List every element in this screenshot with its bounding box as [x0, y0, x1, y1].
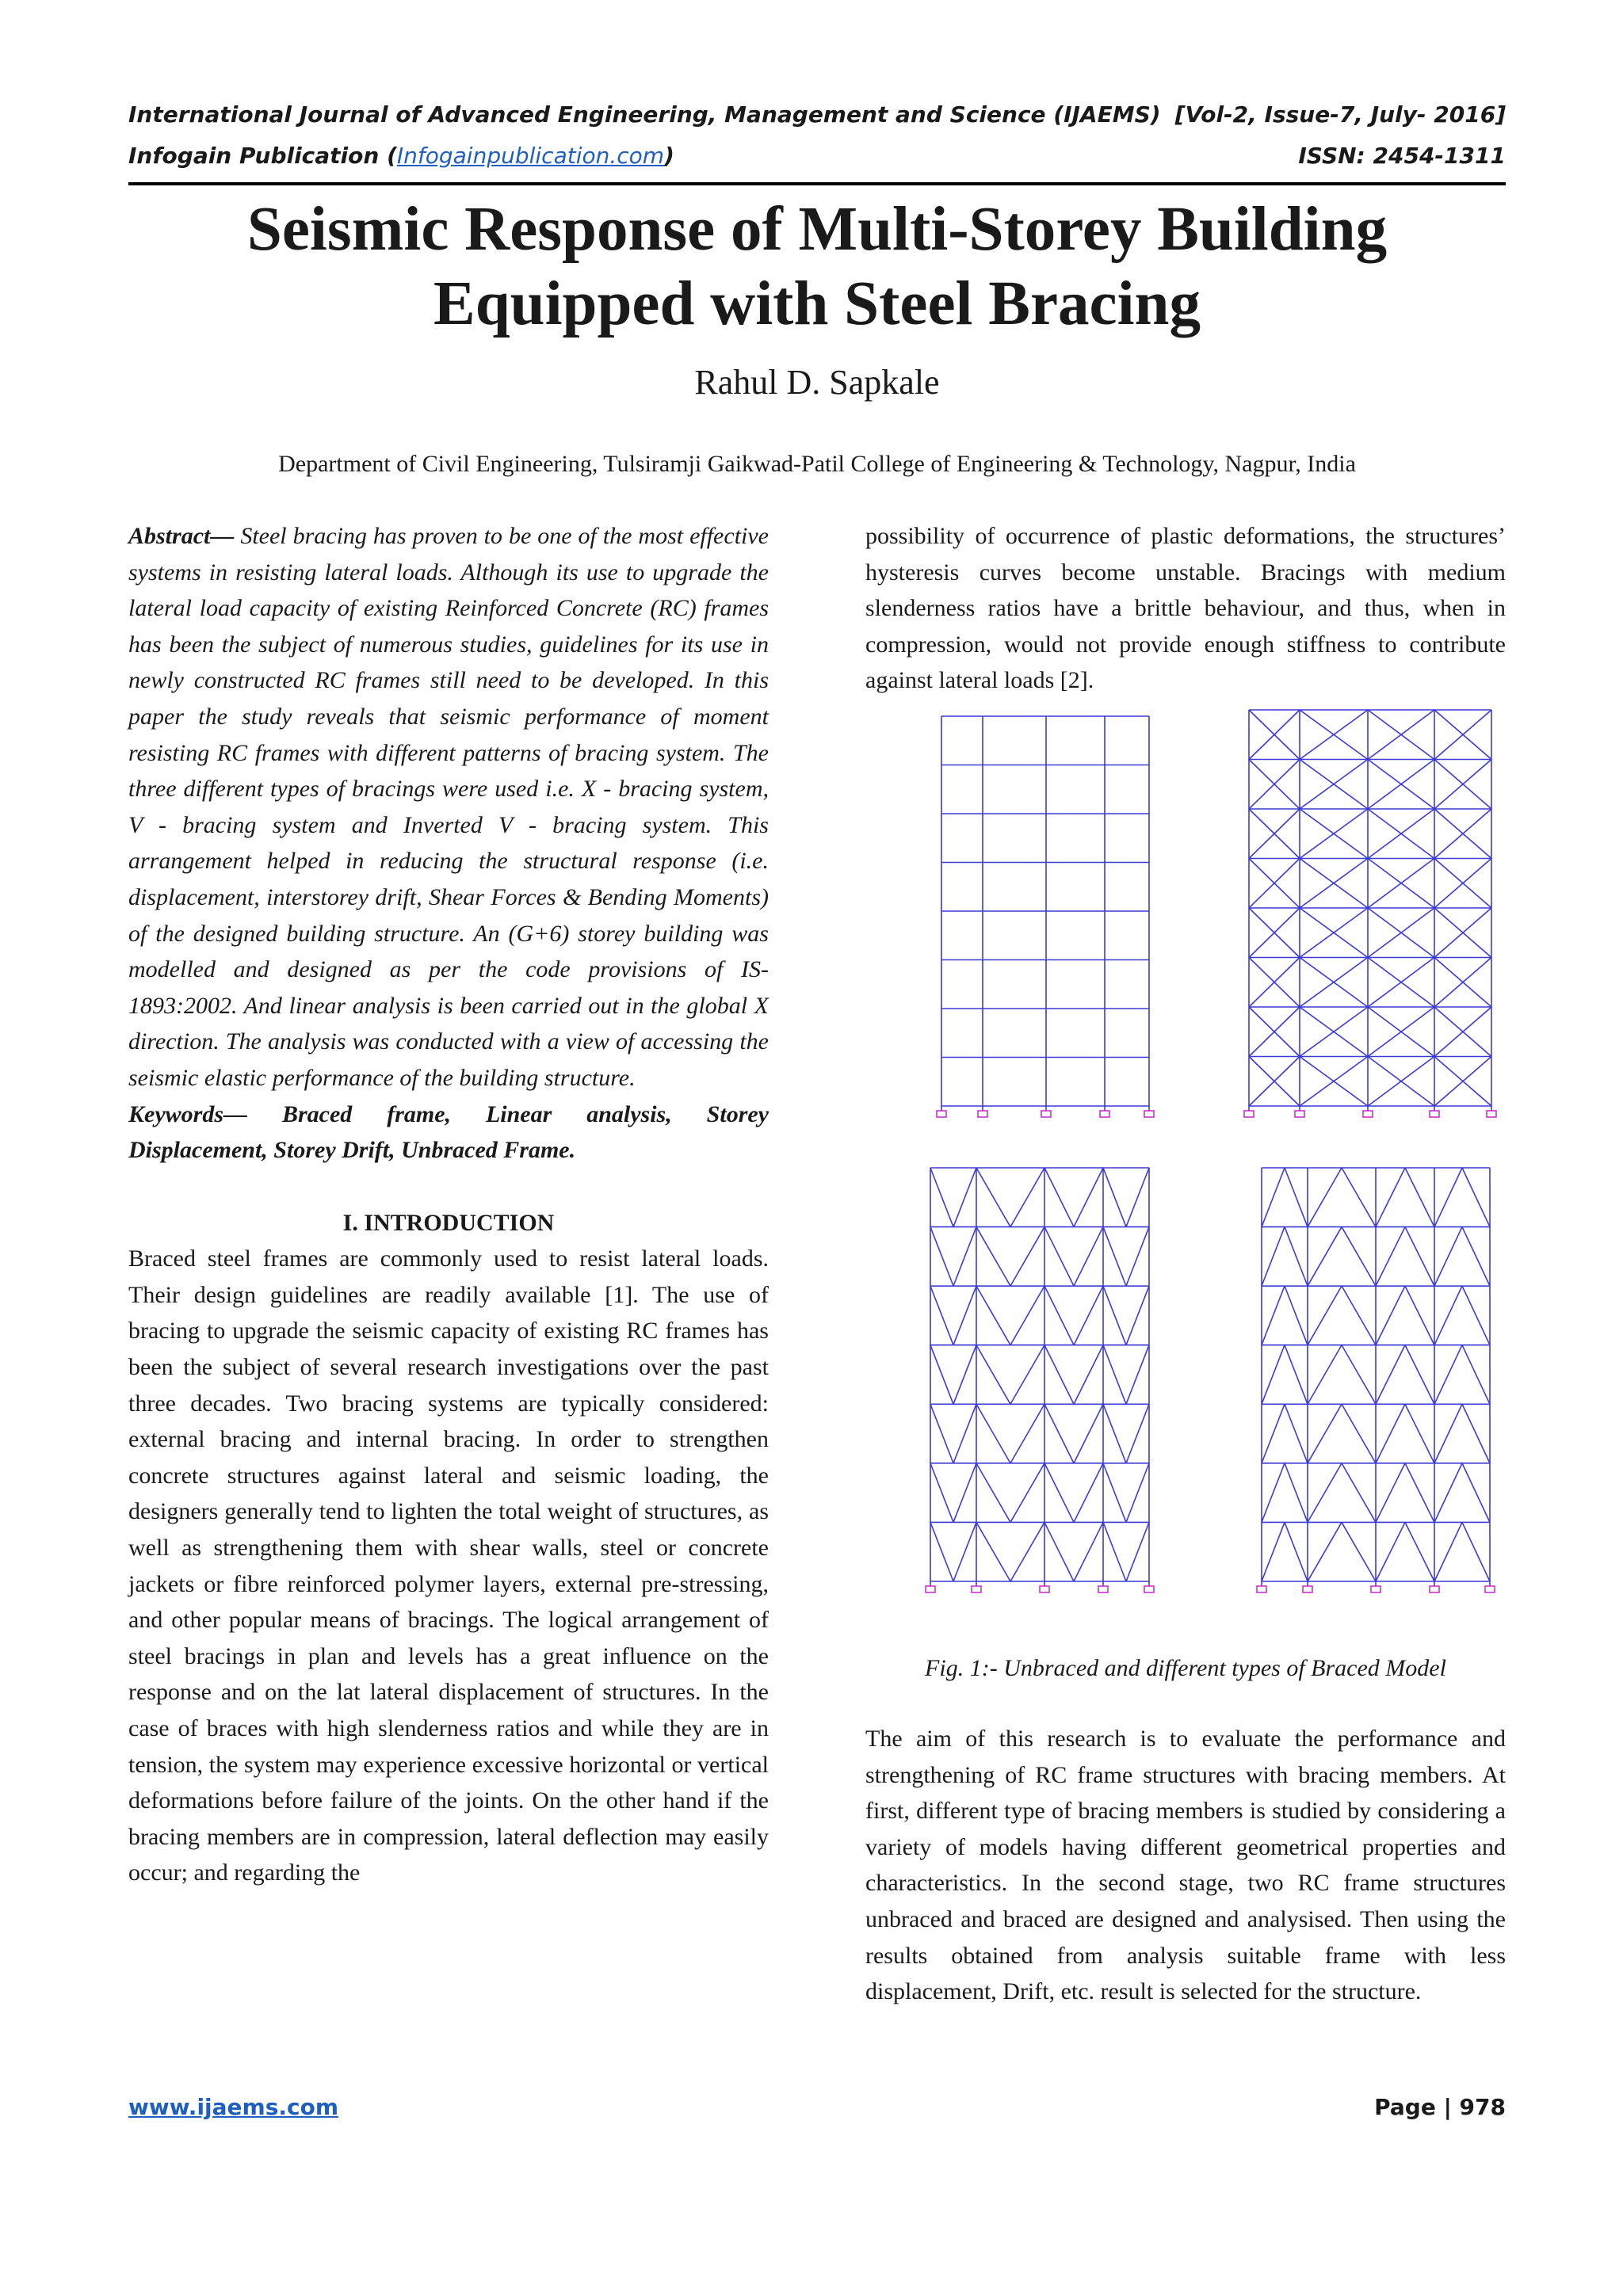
brace-line [1010, 1404, 1044, 1463]
brace-line [1010, 1286, 1044, 1345]
brace-line [1103, 1522, 1126, 1581]
brace-line [930, 1168, 953, 1227]
brace-line [1342, 1286, 1376, 1345]
aim-paragraph: The aim of this research is to evaluate the performance and strengthening of RC frame structures with bracing members. At first, different type of bracing members is studied by considering a variety of models having different geometrical properties and characteristics. In the second stage, two RC frame structures unbraced and braced are designed and analysised. Then using the results obtained from analysis suitable frame with less displacement, Drift, etc. result is selected for the structure. [865, 1726, 1506, 2005]
brace-line [1376, 1286, 1405, 1345]
support-icon [926, 1586, 935, 1592]
support-icon [937, 1111, 946, 1117]
brace-line [1126, 1168, 1149, 1227]
brace-line [1342, 1463, 1376, 1523]
support-icon [1371, 1586, 1381, 1592]
brace-line [1405, 1522, 1434, 1581]
brace-line [1044, 1345, 1074, 1405]
journal-name: International Journal of Advanced Engineering, Management and Science (IJAEMS) [128, 101, 1161, 128]
brace-line [1462, 1345, 1490, 1405]
brace-line [1044, 1168, 1074, 1227]
brace-line [1434, 1404, 1462, 1463]
unbraced-frame [937, 716, 1154, 1117]
figure-caption: Fig. 1:- Unbraced and different types of Braced Model [925, 1655, 1446, 1681]
intro-paragraph: Braced steel frames are commonly used to resist lateral loads. Their design guidelines are readily available [1]. The use of bracing to upgrade the seismic capacity of existing RC frames has been the subject of several research investigations over the past three decades. Two bracing systems are typically considered: external bracing and internal bracing. In order to strengthen concrete structures against lateral and seismic loading, the designers generally tend to lighten the total weight of structures, as well as strengthening them with shear walls, steel or concrete jackets or fibre reinforced polymer layers, external pre-stressing, and other popular means of bracings. The logical arrangement of steel bracings in plan and levels has a great influence on the response and on the lat lateral displacement of structures. In the case of braces with high slenderness ratios and while they are in tension, the system may experience excessive horizontal or vertical deformations before failure of the joints. On the other hand if the bracing members are in compression, lateral deflection may easily occur; and regarding the [128, 1245, 769, 1886]
brace-line [1126, 1286, 1149, 1345]
brace-line [1285, 1227, 1308, 1287]
brace-line [1074, 1522, 1103, 1581]
brace-line [930, 1227, 953, 1287]
publisher-link[interactable]: Infogainpublication.com [396, 143, 665, 169]
brace-line [1103, 1168, 1126, 1227]
brace-line [1434, 1345, 1462, 1405]
brace-line [976, 1404, 1010, 1463]
brace-line [1103, 1463, 1126, 1523]
brace-line [930, 1345, 953, 1405]
brace-line [930, 1286, 953, 1345]
publisher-header [128, 141, 1506, 171]
brace-line [1262, 1286, 1285, 1345]
brace-line [1462, 1227, 1490, 1287]
brace-line [1285, 1286, 1308, 1345]
brace-line [1262, 1463, 1285, 1523]
brace-line [1462, 1463, 1490, 1523]
website-link[interactable]: www.ijaems.com [128, 2094, 339, 2120]
brace-line [1010, 1522, 1044, 1581]
brace-line [1434, 1227, 1462, 1287]
brace-line [1308, 1286, 1342, 1345]
brace-line [976, 1227, 1010, 1287]
brace-line [1262, 1227, 1285, 1287]
brace-line [1103, 1286, 1126, 1345]
brace-line [1308, 1168, 1342, 1227]
issn: ISSN: 2454-1311 [1298, 143, 1506, 169]
brace-line [1044, 1463, 1074, 1523]
brace-line [1044, 1404, 1074, 1463]
brace-line [1074, 1463, 1103, 1523]
brace-line [1044, 1522, 1074, 1581]
keywords: Keywords— Braced frame, Linear analysis, Storey Displacement, Storey Drift, Unbraced Frame. [128, 1100, 769, 1164]
support-icon [1244, 1111, 1254, 1117]
journal-header [128, 100, 1506, 130]
brace-line [1308, 1463, 1342, 1523]
brace-line [1308, 1227, 1342, 1287]
support-icon [1430, 1586, 1439, 1592]
publisher-prefix: Infogain Publication ( [128, 143, 397, 169]
brace-line [1285, 1463, 1308, 1523]
volume-info: [Vol-2, Issue-7, July- 2016] [1174, 101, 1506, 128]
brace-line [953, 1522, 976, 1581]
brace-line [1405, 1286, 1434, 1345]
brace-line [1010, 1227, 1044, 1287]
brace-line [1285, 1168, 1308, 1227]
brace-line [1010, 1345, 1044, 1405]
brace-line [1285, 1345, 1308, 1405]
brace-line [1308, 1522, 1342, 1581]
brace-line [1010, 1463, 1044, 1523]
support-icon [1144, 1111, 1154, 1117]
brace-line [930, 1463, 953, 1523]
author: Rahul D. Sapkale [694, 363, 940, 402]
brace-line [1462, 1522, 1490, 1581]
brace-line [1103, 1345, 1126, 1405]
brace-line [1462, 1286, 1490, 1345]
support-icon [1098, 1586, 1108, 1592]
support-icon [1303, 1586, 1312, 1592]
affiliation: Department of Civil Engineering, Tulsiramji Gaikwad-Patil College of Engineering & Technology, Nagpur, India [278, 451, 1356, 477]
brace-line [1074, 1227, 1103, 1287]
abstract-label: Abstract— [128, 523, 235, 549]
footer-website [128, 2093, 338, 2122]
brace-line [1405, 1404, 1434, 1463]
brace-line [1044, 1286, 1074, 1345]
brace-line [930, 1522, 953, 1581]
brace-line [1342, 1404, 1376, 1463]
brace-line [976, 1286, 1010, 1345]
brace-line [1308, 1404, 1342, 1463]
support-icon [1257, 1586, 1266, 1592]
header-divider [128, 182, 1506, 185]
brace-line [1074, 1286, 1103, 1345]
support-icon [1100, 1111, 1109, 1117]
brace-line [1434, 1168, 1462, 1227]
support-icon [1430, 1111, 1439, 1117]
right-column-body [865, 1721, 1506, 2010]
continued-paragraph: possibility of occurrence of plastic deformations, the structures’ hysteresis curves become unstable. Bracings with medium slenderness ratios have a brittle behaviour, and thus, when in compression, would not provide enough stiffness to contribute against lateral loads [2]. [865, 523, 1506, 694]
brace-line [1462, 1404, 1490, 1463]
brace-line [976, 1463, 1010, 1523]
brace-line [953, 1463, 976, 1523]
brace-line [1376, 1345, 1405, 1405]
title-line-1: Seismic Response of Multi-Storey Building [246, 195, 1388, 264]
brace-line [1262, 1345, 1285, 1405]
page-number: Page | 978 [1374, 2094, 1506, 2120]
support-icon [1041, 1111, 1051, 1117]
brace-line [1342, 1227, 1376, 1287]
brace-line [1434, 1522, 1462, 1581]
right-column-top [865, 518, 1506, 699]
brace-line [976, 1522, 1010, 1581]
paper-title [128, 193, 1506, 341]
support-icon [972, 1586, 981, 1592]
abstract [128, 518, 769, 1097]
brace-line [1126, 1227, 1149, 1287]
brace-line [953, 1168, 976, 1227]
support-icon [1040, 1586, 1049, 1592]
inverted-v-braced-frame [1257, 1168, 1495, 1592]
title-line-2: Equipped with Steel Bracing [433, 269, 1201, 338]
brace-line [1074, 1345, 1103, 1405]
brace-line [1434, 1286, 1462, 1345]
left-column [128, 518, 769, 1891]
brace-line [1262, 1522, 1285, 1581]
brace-line [1434, 1463, 1462, 1523]
brace-line [1376, 1227, 1405, 1287]
brace-line [1262, 1168, 1285, 1227]
support-icon [1295, 1111, 1304, 1117]
brace-line [976, 1168, 1010, 1227]
brace-line [1103, 1227, 1126, 1287]
brace-line [1044, 1227, 1074, 1287]
brace-line [1126, 1404, 1149, 1463]
brace-line [1074, 1168, 1103, 1227]
support-icon [978, 1111, 987, 1117]
brace-line [1405, 1168, 1434, 1227]
brace-line [1342, 1345, 1376, 1405]
brace-line [1126, 1345, 1149, 1405]
brace-line [1342, 1168, 1376, 1227]
abstract-text: Steel bracing has proven to be one of the most effective systems in resisting lateral loads. Although its use to upgrade the lateral load capacity of existing Reinforced Concrete (RC) frames has been the subject of numerous studies, guidelines for its use in newly constructed RC frames still need to be developed. In this paper the study reveals that seismic performance of moment resisting RC frames with different patterns of bracing system. The three different types of bracings were used i.e. X - bracing system, V - bracing system and Inverted V - bracing system. This arrangement helped in reducing the structural response (i.e. displacement, interstorey drift, Shear Forces & Bending Moments) of the designed building structure. An (G+6) storey building was modelled and designed as per the code provisions of IS-1893:2002. And linear analysis is been carried out in the global X direction. The analysis was conducted with a view of accessing the seismic elastic performance of the building structure. [128, 523, 769, 1091]
brace-line [1103, 1404, 1126, 1463]
brace-line [1308, 1345, 1342, 1405]
brace-line [1405, 1463, 1434, 1523]
brace-line [1376, 1168, 1405, 1227]
brace-line [1285, 1522, 1308, 1581]
brace-line [976, 1345, 1010, 1405]
brace-line [1376, 1522, 1405, 1581]
brace-line [953, 1345, 976, 1405]
support-icon [1485, 1586, 1495, 1592]
section-heading-introduction: I. INTRODUCTION [342, 1209, 555, 1236]
brace-line [953, 1404, 976, 1463]
publisher-suffix: ) [664, 143, 674, 169]
support-icon [1487, 1111, 1496, 1117]
frame-models-figure [865, 697, 1506, 1616]
brace-line [1405, 1227, 1434, 1287]
brace-line [1405, 1345, 1434, 1405]
brace-line [1285, 1404, 1308, 1463]
v-braced-frame [926, 1168, 1154, 1592]
support-icon [1144, 1586, 1154, 1592]
brace-line [953, 1286, 976, 1345]
brace-line [1462, 1168, 1490, 1227]
brace-line [1010, 1168, 1044, 1227]
brace-line [1376, 1463, 1405, 1523]
brace-line [930, 1404, 953, 1463]
x-braced-frame [1244, 710, 1496, 1117]
brace-line [1262, 1404, 1285, 1463]
brace-line [1126, 1522, 1149, 1581]
brace-line [1126, 1463, 1149, 1523]
brace-line [1376, 1404, 1405, 1463]
brace-line [1342, 1522, 1376, 1581]
brace-line [1074, 1404, 1103, 1463]
support-icon [1363, 1111, 1373, 1117]
brace-line [953, 1227, 976, 1287]
